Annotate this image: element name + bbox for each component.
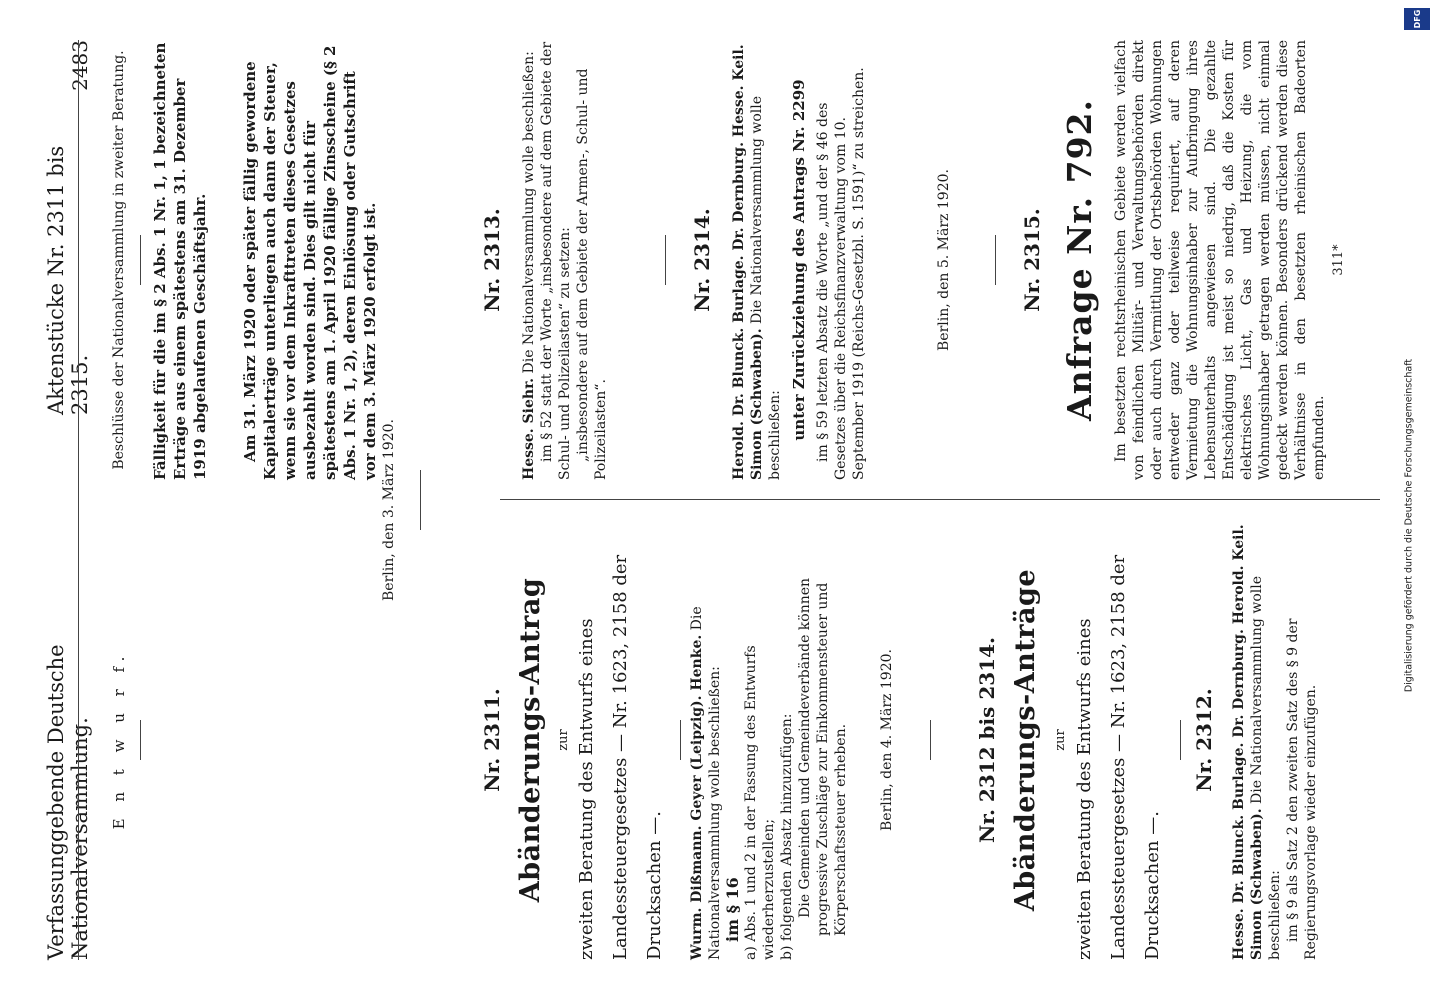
header-middle: Aktenstücke Nr. 2311 bis 2315. — [44, 145, 92, 415]
nr-2311-section: im § 16 — [723, 877, 742, 942]
nr-2313-body — [520, 40, 610, 480]
entwurf-title: E n t w u r f. — [110, 650, 128, 830]
nr-2313-text: Die Nationalversammlung wolle beschließen: — [521, 51, 537, 374]
nr-2314-heading: unter Zurückziehung des Antrags Nr. 2299 — [790, 79, 808, 441]
nr-2315-number: Nr. 2315. — [1020, 208, 1044, 312]
nr-2311-quote: Die Gemeinden und Gemeindeverbände können progressive Zuschläge zur Einkommensteuer und Körperschaftssteuer erheben. — [797, 577, 849, 936]
nr-2311-title: Abänderungs-Antrag — [515, 577, 546, 903]
beschluesse-rule — [140, 235, 141, 285]
kapital-text: Am 31. März 1920 oder später fällig gewordene Kapitalerträge unterliegen auch dann der Steuer, wenn sie vor dem Inkrafttreten dieses Gesetzes ausbezahlt worden sind. Dies gilt nicht für spätestens am 1. April 1920 fällige Zinsscheine (§ 2 Abs. 1 Nr. 1, 2), deren Einlösung oder Gutschrift vor dem 3. März 1920 erfolgt ist. — [241, 45, 379, 480]
nr-2311-date: Berlin, den 4. März 1920. — [879, 649, 895, 831]
nr-2312-text: im § 9 als Satz 2 den zweiten Satz des § 9 der Regierungsvorlage wieder einzufügen. — [1285, 618, 1319, 960]
dfg-text: Digitalisierung gefördert durch die Deutsche Forschungsgemeinschaft — [1403, 358, 1415, 693]
dfg-logo: DFG — [1404, 8, 1430, 30]
nr-2312-2314-zur: zur — [1053, 729, 1068, 751]
nr-2312-2314-subtitle: zweiten Beratung des Entwurfs eines Landessteuergesetzes — Nr. 1623, 2158 der Drucksachen —. — [1074, 554, 1163, 960]
beschluesse-heading: Beschlüsse der Nationalversammlung in zweiter Beratung. — [111, 50, 127, 470]
nr-2312-2314-title: Abänderungs-Anträge — [1010, 568, 1041, 912]
nr-2314-body — [730, 40, 868, 480]
entwurf-rule — [140, 720, 141, 760]
nr-2314-number: Nr. 2314. — [690, 208, 714, 312]
header-left: Verfassunggebende Deutsche Nationalversammlung. — [44, 644, 92, 960]
nr-2312-2314-number: Nr. 2312 bis 2314. — [975, 637, 999, 843]
nr-2313-number: Nr. 2313. — [480, 208, 504, 312]
nr-2311-rule — [680, 720, 681, 760]
nr-2313-rule — [665, 235, 666, 285]
nr-2311-subtitle: zweiten Beratung des Entwurfs eines Landessteuergesetzes — Nr. 1623, 2158 der Drucksachen —. — [576, 554, 665, 960]
nr-2313-section: im § 52 statt der Worte „insbesondere auf dem Gebiete der Schul- und Polizeilasten“ zu setzen: — [539, 41, 573, 480]
nr-2311-zur: zur — [556, 729, 571, 751]
nr-2313-signers: Hesse. Siehr. — [521, 377, 537, 480]
nr-2312-rule — [1180, 720, 1181, 760]
dfg-watermark — [1404, 0, 1434, 1000]
nr-2311-item-a: a) Abs. 1 und 2 in der Fassung des Entwurfs wiederherzustellen; — [743, 645, 777, 960]
nr-2312-signers: Hesse. Dr. Blunck. Burlage. Dr. Dernburg. Herold. Keil. Simon (Schwaben). — [1231, 524, 1265, 960]
nr-2315-sig: 311* — [1331, 244, 1346, 276]
column-divider — [500, 499, 1380, 500]
nr-2314-text: im § 59 letzten Absatz die Worte „und der § 46 des Gesetzes über die Reichsfinanzverwaltung vom 10. September 1919 (Reichs-Gesetzbl. S. 1591)“ zu streichen. — [815, 67, 867, 480]
nr-2311-number: Nr. 2311. — [480, 688, 504, 792]
nr-2314-signers: Herold. Dr. Blunck. Burlage. Dr. Dernburg. Hesse. Keil. Simon (Schwaben). — [731, 44, 765, 480]
header-rule — [78, 40, 79, 960]
nr-2315-text: Im besetzten rechtsrheinischen Gebiete werden vielfach von feindlichen Militär- und Verwaltungsbehörden direkt oder auch durch Vermittlung der Ortsbehörden Wohnungen entweder ganz oder teilweise requiriert, auf deren Vermietung die Wohnungsinhaber zur Aufbringung ihres Lebensunterhalts angewiesen sind. Die gezahlte Entschädigung ist meist so niedrig, daß die Kosten für elektrisches Licht, Gas und Heizung, die vom Wohnungsinhaber getragen werden müssen, nicht einmal gedeckt werden können. Besonders drückend werden diese Verhältnisse in den besetzten rheinischen Badeorten empfunden. — [1113, 40, 1327, 480]
nr-2314-date: Berlin, den 5. März 1920. — [936, 169, 952, 351]
nr-2312-body — [1230, 520, 1320, 960]
nr-2314-rule — [995, 235, 996, 285]
date-3-maerz: Berlin, den 3. März 1920. — [381, 419, 397, 601]
nr-2313-quote: „insbesondere auf dem Gebiete der Armen-, Schul- und Polizeilasten“. — [575, 68, 609, 480]
nr-2311-intro: Die Nationalversammlung wolle beschließen: — [689, 606, 723, 960]
nr-2311-body — [688, 520, 850, 960]
nr-2311-signers: Wurm. Dißmann. Geyer (Leipzig). Henke. — [689, 634, 705, 960]
nr-2311-item-b: b) folgenden Absatz hinzuzufügen: — [779, 713, 795, 960]
nr-2315-title: Anfrage Nr. 792. — [1060, 99, 1099, 421]
nr-2312-intro: Die Nationalversammlung wolle beschließen: — [1249, 576, 1283, 960]
nr-2314-intro: Die Nationalversammlung wolle beschließen: — [749, 96, 783, 480]
nr-2311-end-rule — [930, 720, 931, 760]
faelligkeit-text: Fälligkeit für die im § 2 Abs. 1 Nr. 1, 1 bezeichneten Erträge aus einem spätestens am 31. Dezember 1919 abgelaufenen Geschäftsjahr. — [151, 42, 209, 480]
page-header — [44, 40, 92, 960]
nr-2312-number: Nr. 2312. — [1192, 688, 1216, 792]
section-rule — [420, 470, 421, 530]
header-page-number: 2483 — [68, 40, 92, 91]
